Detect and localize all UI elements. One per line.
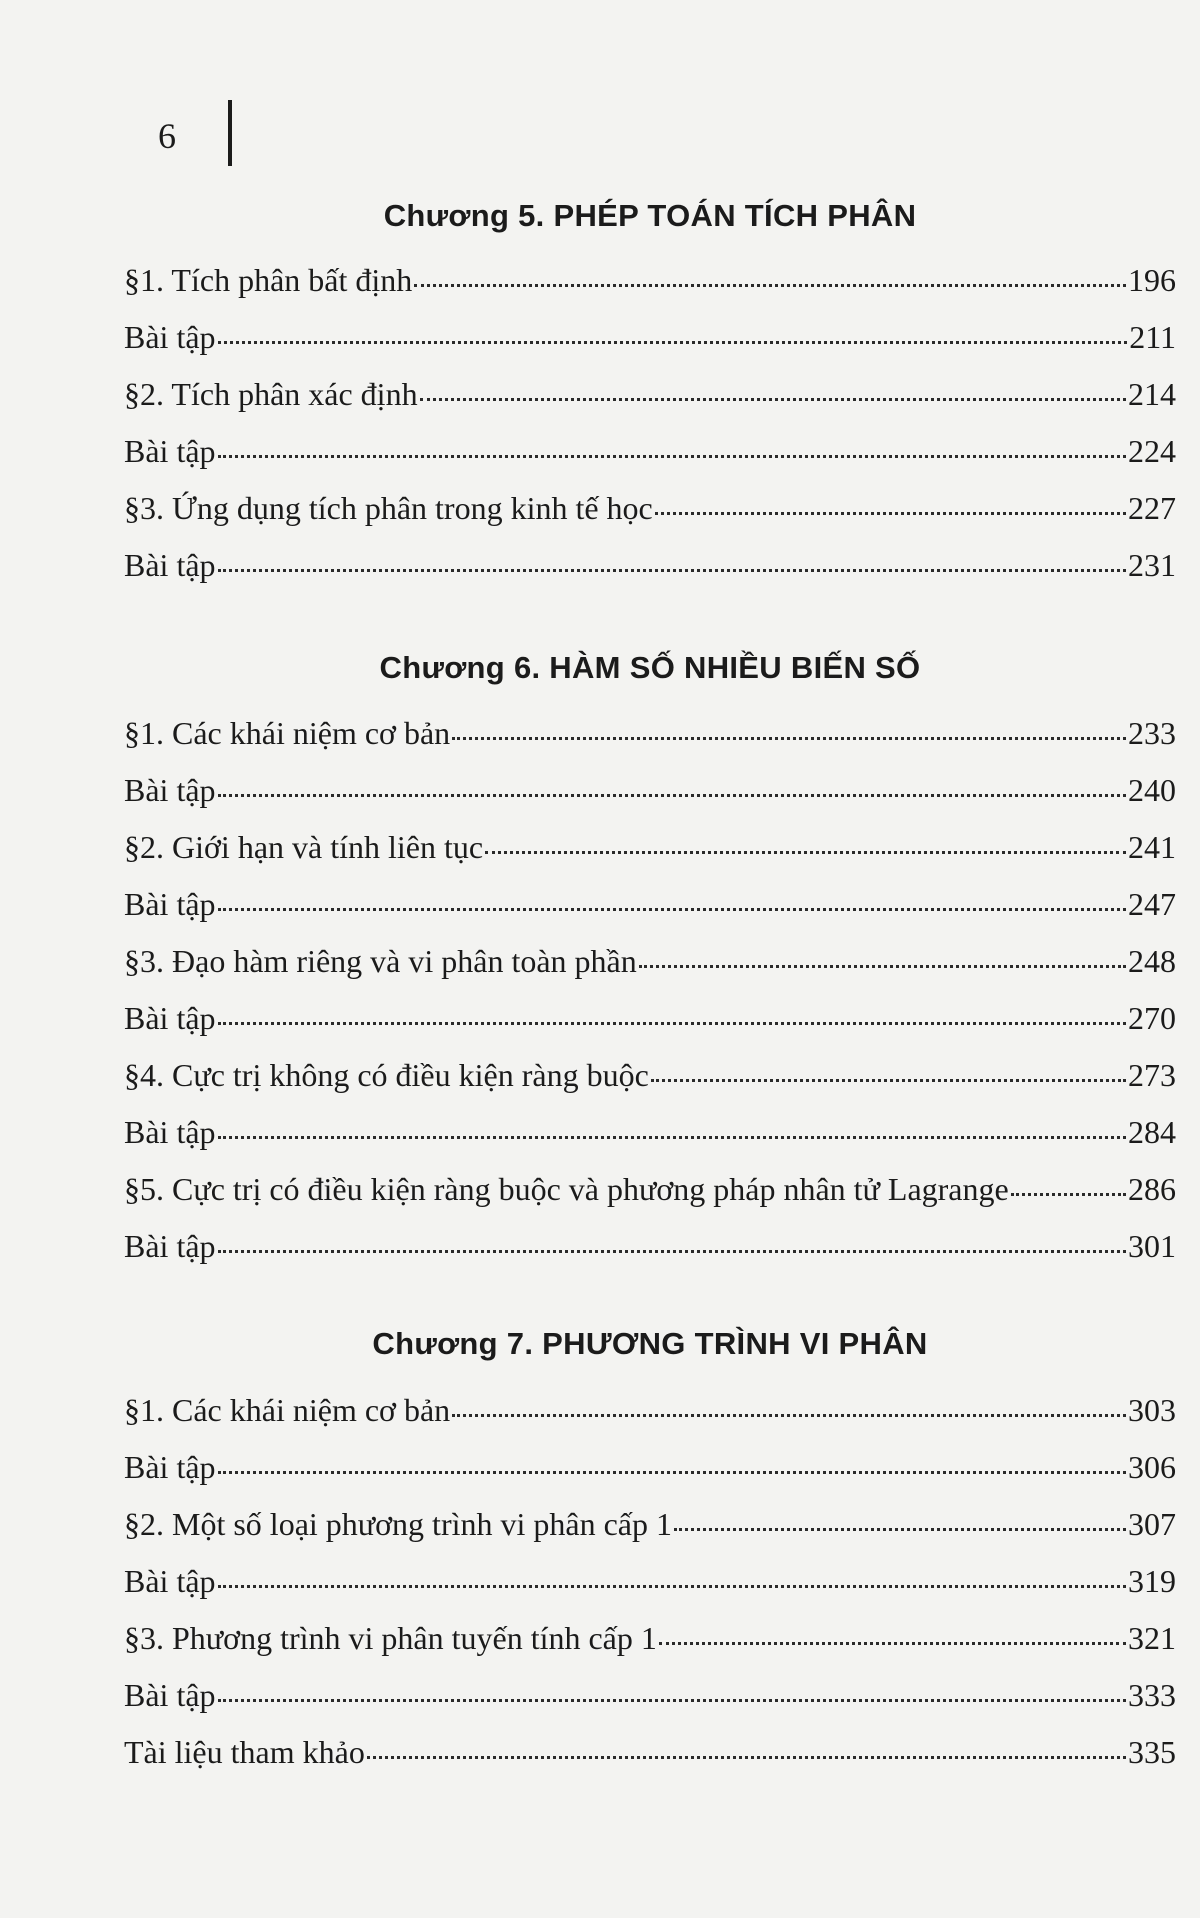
toc-entry[interactable]: [124, 933, 1176, 990]
chapter-7-heading: Chương 7. PHƯƠNG TRÌNH VI PHÂN: [372, 1326, 928, 1361]
dot-leader: [218, 455, 1126, 458]
toc-entry-page: 306: [1128, 1449, 1176, 1485]
toc-entry-page: 227: [1128, 490, 1176, 526]
toc-entry-title: Bài tập: [124, 1563, 216, 1599]
toc-entry[interactable]: [124, 819, 1176, 876]
toc-entry-page: 240: [1128, 772, 1176, 808]
dot-leader: [639, 965, 1126, 968]
toc-entry-title: Bài tập: [124, 1449, 216, 1485]
dot-leader: [452, 1414, 1126, 1417]
chapter-7-toc: [124, 1382, 1176, 1781]
toc-entry-title: Bài tập: [124, 1228, 216, 1264]
toc-entry-page: 231: [1128, 547, 1176, 583]
toc-entry-title: §2. Giới hạn và tính liên tục: [124, 829, 484, 865]
dot-leader: [674, 1528, 1126, 1531]
dot-leader: [218, 1699, 1126, 1702]
toc-entry[interactable]: [124, 480, 1176, 537]
toc-entry-page: 303: [1128, 1392, 1176, 1428]
dot-leader: [218, 1136, 1126, 1139]
toc-entry-title: Bài tập: [124, 547, 216, 583]
toc-entry-page: 301: [1128, 1228, 1176, 1264]
toc-entry-page: 211: [1129, 319, 1176, 355]
toc-entry-title: Tài liệu tham khảo: [124, 1734, 365, 1770]
chapter-6-toc: [124, 705, 1176, 1275]
toc-entry[interactable]: [124, 537, 1176, 594]
dot-leader: [414, 284, 1126, 287]
toc-entry-page: 286: [1128, 1171, 1176, 1207]
dot-leader: [218, 908, 1126, 911]
toc-entry[interactable]: [124, 990, 1176, 1047]
dot-leader: [218, 794, 1126, 797]
dot-leader: [367, 1756, 1126, 1759]
toc-entry-page: 224: [1128, 433, 1176, 469]
toc-entry-page: 307: [1128, 1506, 1176, 1542]
toc-entry-page: 335: [1128, 1734, 1176, 1770]
toc-entry-page: 196: [1128, 262, 1176, 298]
dot-leader: [655, 512, 1126, 515]
toc-entry[interactable]: [124, 705, 1176, 762]
toc-entry-page: 333: [1128, 1677, 1176, 1713]
dot-leader: [218, 341, 1128, 344]
toc-entry[interactable]: [124, 876, 1176, 933]
toc-entry-title: §2. Một số loại phương trình vi phân cấp 1: [124, 1506, 672, 1542]
dot-leader: [218, 1471, 1126, 1474]
toc-entry-title: Bài tập: [124, 433, 216, 469]
toc-entry-title: §1. Các khái niệm cơ bản: [124, 715, 451, 751]
toc-entry-title: §1. Tích phân bất định: [124, 262, 413, 298]
toc-entry-page: 248: [1128, 943, 1176, 979]
dot-leader: [218, 1022, 1126, 1025]
toc-entry[interactable]: [124, 1382, 1176, 1439]
toc-entry[interactable]: [124, 1104, 1176, 1161]
toc-entry-title: Bài tập: [124, 1000, 216, 1036]
toc-entry[interactable]: [124, 1218, 1176, 1275]
toc-entry-page: 270: [1128, 1000, 1176, 1036]
toc-entry[interactable]: [124, 1667, 1176, 1724]
toc-entry-page: 214: [1128, 376, 1176, 412]
toc-entry-title: §3. Đạo hàm riêng và vi phân toàn phần: [124, 943, 637, 979]
toc-entry[interactable]: [124, 762, 1176, 819]
toc-entry[interactable]: [124, 366, 1176, 423]
toc-entry-page: 319: [1128, 1563, 1176, 1599]
toc-entry[interactable]: [124, 1610, 1176, 1667]
toc-entry-page: 321: [1128, 1620, 1176, 1656]
dot-leader: [1011, 1193, 1126, 1196]
toc-entry-title: §3. Ứng dụng tích phân trong kinh tế học: [124, 490, 653, 526]
toc-entry[interactable]: [124, 309, 1176, 366]
dot-leader: [452, 737, 1126, 740]
dot-leader: [659, 1642, 1126, 1645]
chapter-5-toc: [124, 252, 1176, 594]
dot-leader: [420, 398, 1126, 401]
toc-entry-title: Bài tập: [124, 1677, 216, 1713]
toc-entry[interactable]: [124, 1439, 1176, 1496]
dot-leader: [218, 1585, 1126, 1588]
toc-entry[interactable]: [124, 1047, 1176, 1104]
toc-entry[interactable]: [124, 423, 1176, 480]
dot-leader: [485, 851, 1126, 854]
toc-entry[interactable]: [124, 252, 1176, 309]
page-number: 6: [158, 116, 176, 156]
toc-entry-title: Bài tập: [124, 772, 216, 808]
toc-entry-page: 273: [1128, 1057, 1176, 1093]
toc-entry[interactable]: [124, 1724, 1176, 1781]
toc-entry-title: §3. Phương trình vi phân tuyến tính cấp 1: [124, 1620, 657, 1656]
toc-entry-title: §5. Cực trị có điều kiện ràng buộc và phương pháp nhân tử Lagrange: [124, 1171, 1009, 1207]
toc-entry-title: Bài tập: [124, 886, 216, 922]
toc-entry-title: §1. Các khái niệm cơ bản: [124, 1392, 451, 1428]
toc-entry-page: 241: [1128, 829, 1176, 865]
toc-entry-title: Bài tập: [124, 1114, 216, 1150]
toc-entry-page: 233: [1128, 715, 1176, 751]
toc-entry-page: 284: [1128, 1114, 1176, 1150]
page-number-rule: [228, 100, 232, 166]
toc-entry[interactable]: [124, 1161, 1176, 1218]
toc-entry-title: Bài tập: [124, 319, 216, 355]
dot-leader: [218, 1250, 1126, 1253]
toc-entry-page: 247: [1128, 886, 1176, 922]
toc-entry-title: §4. Cực trị không có điều kiện ràng buộc: [124, 1057, 649, 1093]
toc-entry[interactable]: [124, 1496, 1176, 1553]
chapter-5-heading: Chương 5. PHÉP TOÁN TÍCH PHÂN: [383, 198, 917, 233]
toc-entry-title: §2. Tích phân xác định: [124, 376, 418, 412]
dot-leader: [218, 569, 1126, 572]
chapter-6-heading: Chương 6. HÀM SỐ NHIỀU BIẾN SỐ: [379, 650, 921, 685]
dot-leader: [651, 1079, 1126, 1082]
toc-entry[interactable]: [124, 1553, 1176, 1610]
